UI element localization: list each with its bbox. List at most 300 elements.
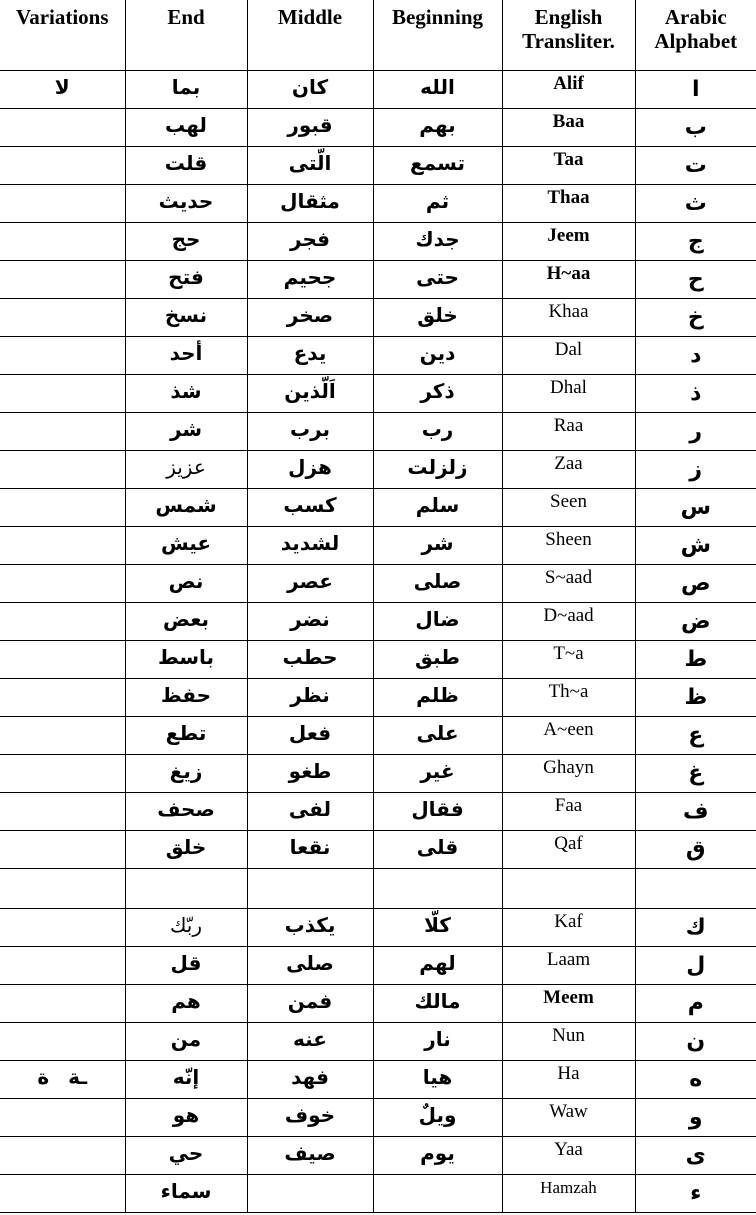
middle-form-cell bbox=[247, 184, 373, 222]
middle-form-text: عنه bbox=[293, 1026, 327, 1051]
transliteration-cell bbox=[502, 298, 635, 336]
table-row bbox=[0, 146, 756, 184]
transliteration-cell bbox=[502, 336, 635, 374]
end-form-cell bbox=[125, 298, 247, 336]
arabic-letter-text: د bbox=[690, 342, 702, 368]
transliteration-text: Laam bbox=[546, 948, 591, 970]
beginning-form-text: هيا bbox=[422, 1064, 453, 1089]
variations-text bbox=[0, 831, 125, 835]
end-form-cell bbox=[125, 1022, 247, 1060]
transliteration-cell bbox=[502, 830, 635, 868]
arabic-letter-text: خ bbox=[687, 304, 704, 330]
end-form-text: بما bbox=[171, 74, 201, 99]
end-form-cell bbox=[125, 336, 247, 374]
beginning-form-text: يوم bbox=[420, 1140, 455, 1165]
table-row bbox=[0, 1060, 756, 1098]
end-form-text: شذ bbox=[170, 378, 202, 403]
arabic-letter-cell bbox=[635, 184, 756, 222]
arabic-letter-cell bbox=[635, 602, 756, 640]
table-row bbox=[0, 792, 756, 830]
variations-text bbox=[0, 1099, 125, 1103]
beginning-form-cell bbox=[373, 526, 502, 564]
transliteration-cell bbox=[502, 868, 635, 908]
beginning-form-cell bbox=[373, 830, 502, 868]
transliteration-text: Hamzah bbox=[540, 1177, 597, 1197]
middle-form-text: اَلّذين bbox=[284, 378, 336, 403]
table-row bbox=[0, 640, 756, 678]
beginning-form-text: قلى bbox=[416, 834, 459, 859]
transliteration-text: Qaf bbox=[554, 832, 583, 854]
arabic-letter-cell bbox=[635, 564, 756, 602]
end-form-cell bbox=[125, 450, 247, 488]
transliteration-text: Jeem bbox=[547, 224, 590, 246]
arabic-letter-text: ح bbox=[687, 266, 704, 292]
transliteration-text: Taa bbox=[553, 148, 584, 170]
arabic-letter-text: و bbox=[688, 1104, 703, 1130]
variations-text bbox=[0, 413, 125, 417]
variations-text bbox=[0, 679, 125, 683]
arabic-letter-text: ض bbox=[680, 608, 711, 634]
variations-cell bbox=[0, 412, 125, 450]
arabic-letter-cell bbox=[635, 260, 756, 298]
arabic-letter-cell bbox=[635, 716, 756, 754]
table-row bbox=[0, 336, 756, 374]
arabic-letter-text: ك bbox=[685, 914, 706, 940]
variations-text bbox=[0, 489, 125, 493]
middle-form-text: الّتى bbox=[288, 150, 332, 175]
variations-cell bbox=[0, 298, 125, 336]
beginning-form-text bbox=[374, 869, 502, 873]
transliteration-text: Khaa bbox=[548, 300, 589, 322]
end-form-cell bbox=[125, 70, 247, 108]
middle-form-text: قبور bbox=[287, 112, 333, 137]
transliteration-cell bbox=[502, 1174, 635, 1212]
transliteration-text: Raa bbox=[553, 414, 584, 436]
end-form-text: قل bbox=[170, 950, 202, 975]
beginning-form-cell bbox=[373, 412, 502, 450]
arabic-letter-cell bbox=[635, 70, 756, 108]
arabic-letter-text: ذ bbox=[690, 380, 702, 406]
end-form-cell bbox=[125, 564, 247, 602]
end-form-cell bbox=[125, 984, 247, 1022]
variations-cell bbox=[0, 716, 125, 754]
end-form-text: سماء bbox=[160, 1178, 212, 1203]
variations-cell bbox=[0, 1098, 125, 1136]
table-row bbox=[0, 260, 756, 298]
arabic-letter-cell bbox=[635, 526, 756, 564]
variations-text bbox=[0, 375, 125, 379]
middle-form-cell bbox=[247, 602, 373, 640]
end-form-text: أحد bbox=[169, 340, 203, 365]
beginning-form-cell bbox=[373, 792, 502, 830]
variations-text bbox=[0, 717, 125, 721]
end-form-cell bbox=[125, 640, 247, 678]
beginning-form-text: شر bbox=[421, 530, 454, 555]
middle-form-cell bbox=[247, 336, 373, 374]
variations-cell bbox=[0, 946, 125, 984]
end-form-cell bbox=[125, 222, 247, 260]
end-form-cell bbox=[125, 488, 247, 526]
end-form-text: من bbox=[170, 1026, 202, 1051]
end-form-cell bbox=[125, 792, 247, 830]
middle-form-text: كسب bbox=[283, 492, 337, 517]
arabic-letter-text bbox=[636, 869, 756, 875]
end-form-cell bbox=[125, 716, 247, 754]
variations-text bbox=[0, 1175, 125, 1179]
middle-form-text: فهد bbox=[291, 1064, 329, 1089]
table-row bbox=[0, 222, 756, 260]
table-row bbox=[0, 716, 756, 754]
arabic-letter-text: ل bbox=[686, 952, 706, 978]
middle-form-text: مثقال bbox=[280, 188, 340, 213]
beginning-form-text: صلى bbox=[413, 568, 462, 593]
transliteration-cell bbox=[502, 222, 635, 260]
middle-form-text: نقعا bbox=[289, 834, 331, 859]
transliteration-cell bbox=[502, 1136, 635, 1174]
middle-form-cell bbox=[247, 908, 373, 946]
arabic-letter-text: ب bbox=[684, 114, 707, 140]
beginning-form-cell bbox=[373, 184, 502, 222]
variations-text bbox=[0, 185, 125, 189]
middle-form-text: نظر bbox=[290, 682, 330, 707]
variations-cell bbox=[0, 488, 125, 526]
transliteration-cell bbox=[502, 374, 635, 412]
middle-form-cell bbox=[247, 488, 373, 526]
header-middle: Middle bbox=[247, 0, 373, 70]
end-form-text: فتح bbox=[168, 264, 204, 289]
transliteration-cell bbox=[502, 716, 635, 754]
transliteration-cell bbox=[502, 108, 635, 146]
beginning-form-cell bbox=[373, 868, 502, 908]
beginning-form-text: سلم bbox=[415, 492, 460, 517]
variations-cell bbox=[0, 754, 125, 792]
table-row bbox=[0, 374, 756, 412]
transliteration-cell bbox=[502, 946, 635, 984]
arabic-letter-cell bbox=[635, 108, 756, 146]
beginning-form-text: لهم bbox=[419, 950, 456, 975]
variations-text bbox=[0, 985, 125, 989]
transliteration-cell bbox=[502, 1098, 635, 1136]
header-variations: Variations bbox=[0, 0, 125, 70]
arabic-letter-text: ا bbox=[691, 76, 700, 102]
end-form-cell bbox=[125, 946, 247, 984]
beginning-form-cell bbox=[373, 678, 502, 716]
transliteration-cell bbox=[502, 908, 635, 946]
variations-cell bbox=[0, 1022, 125, 1060]
transliteration-text: Sheen bbox=[545, 528, 592, 550]
variations-text bbox=[0, 147, 125, 151]
transliteration-cell bbox=[502, 70, 635, 108]
middle-form-text: طغو bbox=[288, 758, 332, 783]
end-form-text: ربّك bbox=[169, 912, 203, 937]
middle-form-text: صيف bbox=[284, 1140, 336, 1165]
transliteration-text: Ha bbox=[557, 1062, 580, 1084]
arabic-letter-cell bbox=[635, 374, 756, 412]
variations-text bbox=[0, 299, 125, 303]
beginning-form-cell bbox=[373, 908, 502, 946]
transliteration-text: S~aad bbox=[544, 566, 593, 588]
variations-cell bbox=[0, 564, 125, 602]
arabic-letter-cell bbox=[635, 412, 756, 450]
transliteration-cell bbox=[502, 260, 635, 298]
beginning-form-text: فقال bbox=[411, 796, 464, 821]
variations-cell bbox=[0, 146, 125, 184]
variations-text bbox=[0, 793, 125, 797]
end-form-text: زيغ bbox=[169, 758, 203, 783]
arabic-letter-cell bbox=[635, 946, 756, 984]
arabic-letter-cell bbox=[635, 488, 756, 526]
end-form-text: حفظ bbox=[160, 682, 212, 707]
middle-form-cell bbox=[247, 868, 373, 908]
beginning-form-cell bbox=[373, 336, 502, 374]
transliteration-text: Baa bbox=[552, 110, 585, 132]
middle-form-cell bbox=[247, 564, 373, 602]
middle-form-cell bbox=[247, 70, 373, 108]
arabic-letter-text: ش bbox=[680, 532, 711, 558]
variations-cell bbox=[0, 908, 125, 946]
middle-form-text: لفى bbox=[288, 796, 332, 821]
arabic-letter-text: ى bbox=[685, 1142, 706, 1168]
variations-cell bbox=[0, 1060, 125, 1098]
arabic-letter-cell bbox=[635, 908, 756, 946]
variations-text bbox=[0, 909, 125, 913]
middle-form-cell bbox=[247, 754, 373, 792]
middle-form-cell bbox=[247, 412, 373, 450]
table-row bbox=[0, 1098, 756, 1136]
beginning-form-cell bbox=[373, 1022, 502, 1060]
end-form-text: خلق bbox=[165, 834, 207, 859]
table-row bbox=[0, 908, 756, 946]
arabic-letter-text: ج bbox=[687, 228, 704, 254]
transliteration-text: Ghayn bbox=[543, 756, 594, 778]
transliteration-text: Dal bbox=[554, 338, 583, 360]
variations-cell bbox=[0, 678, 125, 716]
end-form-cell bbox=[125, 754, 247, 792]
middle-form-cell bbox=[247, 1174, 373, 1212]
table-row bbox=[0, 298, 756, 336]
end-form-text: حي bbox=[168, 1140, 204, 1165]
beginning-form-text: ظلم bbox=[416, 682, 459, 707]
transliteration-text: Waw bbox=[549, 1100, 588, 1122]
table-row bbox=[0, 108, 756, 146]
end-form-cell bbox=[125, 526, 247, 564]
end-form-text: عزيز bbox=[166, 454, 206, 479]
end-form-text: إنّه bbox=[172, 1064, 200, 1089]
middle-form-cell bbox=[247, 830, 373, 868]
beginning-form-text: مالك bbox=[414, 988, 461, 1013]
beginning-form-cell bbox=[373, 374, 502, 412]
end-form-text: شر bbox=[169, 416, 203, 441]
variations-cell bbox=[0, 792, 125, 830]
beginning-form-text: ذكر bbox=[420, 378, 455, 403]
table-row bbox=[0, 412, 756, 450]
table-row bbox=[0, 488, 756, 526]
arabic-letter-cell bbox=[635, 830, 756, 868]
table-row bbox=[0, 830, 756, 868]
beginning-form-text: على bbox=[416, 720, 459, 745]
transliteration-text: Zaa bbox=[554, 452, 583, 474]
end-form-cell bbox=[125, 184, 247, 222]
transliteration-text: Dhal bbox=[550, 376, 587, 398]
variations-cell bbox=[0, 374, 125, 412]
middle-form-text: حطب bbox=[282, 644, 338, 669]
middle-form-text: جحيم bbox=[283, 264, 337, 289]
table-row bbox=[0, 70, 756, 108]
variations-text bbox=[0, 337, 125, 341]
arabic-letter-text: ظ bbox=[684, 684, 708, 710]
transliteration-cell bbox=[502, 984, 635, 1022]
arabic-letter-text: ن bbox=[686, 1028, 706, 1054]
beginning-form-cell bbox=[373, 1060, 502, 1098]
end-form-text: قلت bbox=[164, 150, 208, 175]
variations-cell bbox=[0, 336, 125, 374]
arabic-letter-text: س bbox=[680, 494, 711, 520]
variations-cell bbox=[0, 868, 125, 908]
middle-form-cell bbox=[247, 526, 373, 564]
beginning-form-cell bbox=[373, 298, 502, 336]
end-form-text: نص bbox=[168, 568, 204, 593]
middle-form-text: فجر bbox=[290, 226, 330, 251]
transliteration-cell bbox=[502, 526, 635, 564]
transliteration-cell bbox=[502, 450, 635, 488]
table-row bbox=[0, 450, 756, 488]
transliteration-cell bbox=[502, 146, 635, 184]
arabic-letter-cell bbox=[635, 222, 756, 260]
arabic-letter-cell bbox=[635, 1174, 756, 1212]
beginning-form-text: كلّا bbox=[424, 912, 451, 937]
beginning-form-cell bbox=[373, 602, 502, 640]
variations-text bbox=[0, 641, 125, 645]
middle-form-text: لشديد bbox=[280, 530, 340, 555]
arabic-letter-text: ف bbox=[682, 798, 709, 824]
arabic-letter-cell bbox=[635, 1098, 756, 1136]
table-row bbox=[0, 946, 756, 984]
end-form-cell bbox=[125, 412, 247, 450]
variations-text bbox=[0, 527, 125, 531]
table-row bbox=[0, 1022, 756, 1060]
arabic-letter-text: ق bbox=[685, 836, 706, 862]
end-form-text: نسخ bbox=[164, 302, 208, 327]
beginning-form-cell bbox=[373, 146, 502, 184]
arabic-letter-cell bbox=[635, 754, 756, 792]
variations-cell bbox=[0, 108, 125, 146]
arabic-letter-cell bbox=[635, 336, 756, 374]
transliteration-cell bbox=[502, 1060, 635, 1098]
beginning-form-text: طبق bbox=[414, 644, 461, 669]
middle-form-text: نضر bbox=[290, 606, 330, 631]
middle-form-cell bbox=[247, 260, 373, 298]
middle-form-cell bbox=[247, 450, 373, 488]
middle-form-cell bbox=[247, 108, 373, 146]
header-english-transliteration: English Transliter. bbox=[502, 0, 635, 70]
variations-cell bbox=[0, 184, 125, 222]
transliteration-text: Kaf bbox=[554, 910, 583, 932]
variations-text: ـة ة bbox=[37, 1064, 88, 1089]
middle-form-cell bbox=[247, 222, 373, 260]
middle-form-cell bbox=[247, 1136, 373, 1174]
header-beginning: Beginning bbox=[373, 0, 502, 70]
end-form-text: تطع bbox=[165, 720, 207, 745]
beginning-form-text: غير bbox=[420, 758, 455, 783]
end-form-cell bbox=[125, 678, 247, 716]
table-row bbox=[0, 1174, 756, 1212]
transliteration-text: A~een bbox=[543, 718, 594, 740]
table-row bbox=[0, 602, 756, 640]
beginning-form-cell bbox=[373, 108, 502, 146]
middle-form-cell bbox=[247, 792, 373, 830]
end-form-cell bbox=[125, 108, 247, 146]
transliteration-text: T~a bbox=[553, 642, 584, 664]
variations-text bbox=[0, 565, 125, 569]
arabic-letter-cell bbox=[635, 450, 756, 488]
variations-cell bbox=[0, 830, 125, 868]
transliteration-cell bbox=[502, 184, 635, 222]
end-form-cell bbox=[125, 374, 247, 412]
table-row bbox=[0, 564, 756, 602]
beginning-form-text bbox=[374, 1175, 502, 1179]
middle-form-text: صلى bbox=[286, 950, 334, 975]
header-arabic-alphabet: Arabic Alphabet bbox=[635, 0, 756, 70]
end-form-cell bbox=[125, 602, 247, 640]
middle-form-cell bbox=[247, 374, 373, 412]
table-row bbox=[0, 1136, 756, 1174]
beginning-form-cell bbox=[373, 1136, 502, 1174]
table-row bbox=[0, 526, 756, 564]
end-form-cell bbox=[125, 1136, 247, 1174]
transliteration-text: Meem bbox=[543, 986, 594, 1008]
middle-form-cell bbox=[247, 678, 373, 716]
end-form-cell bbox=[125, 1098, 247, 1136]
arabic-letter-cell bbox=[635, 640, 756, 678]
beginning-form-cell bbox=[373, 564, 502, 602]
arabic-letter-cell bbox=[635, 1136, 756, 1174]
middle-form-cell bbox=[247, 640, 373, 678]
arabic-letter-text: ص bbox=[680, 570, 711, 596]
end-form-text: هو bbox=[172, 1102, 200, 1127]
arabic-letter-cell bbox=[635, 298, 756, 336]
arabic-letter-text: ط bbox=[684, 646, 708, 672]
beginning-form-text: حتى bbox=[416, 264, 459, 289]
beginning-form-cell bbox=[373, 260, 502, 298]
middle-form-text: عصر bbox=[287, 568, 333, 593]
transliteration-cell bbox=[502, 488, 635, 526]
transliteration-text: H~aa bbox=[546, 262, 591, 284]
variations-cell bbox=[0, 260, 125, 298]
middle-form-cell bbox=[247, 146, 373, 184]
beginning-form-text: جدك bbox=[415, 226, 460, 251]
variations-cell bbox=[0, 1136, 125, 1174]
variations-text bbox=[0, 1137, 125, 1141]
variations-cell bbox=[0, 222, 125, 260]
beginning-form-cell bbox=[373, 946, 502, 984]
end-form-text: لهب bbox=[165, 112, 207, 137]
table-row bbox=[0, 184, 756, 222]
beginning-form-text: ضال bbox=[415, 606, 460, 631]
end-form-text: شمس bbox=[155, 492, 217, 517]
transliteration-text: Alif bbox=[553, 72, 584, 94]
beginning-form-text: تسمع bbox=[410, 150, 465, 175]
variations-cell bbox=[0, 602, 125, 640]
variations-text bbox=[0, 869, 125, 873]
beginning-form-text: رب bbox=[421, 416, 454, 441]
end-form-cell bbox=[125, 1060, 247, 1098]
beginning-form-text: زلزلت bbox=[407, 454, 468, 479]
middle-form-text: هزل bbox=[288, 454, 332, 479]
transliteration-cell bbox=[502, 678, 635, 716]
arabic-letter-text: غ bbox=[688, 760, 704, 786]
end-form-cell bbox=[125, 260, 247, 298]
middle-form-cell bbox=[247, 946, 373, 984]
